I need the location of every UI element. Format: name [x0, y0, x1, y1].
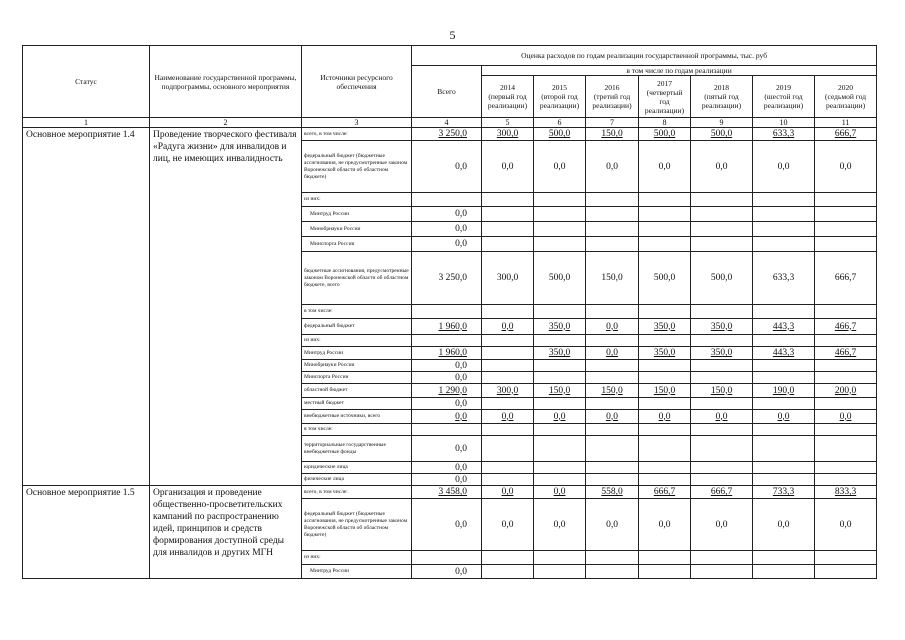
year-value-cell: [691, 398, 753, 410]
year-value-cell: [482, 335, 534, 347]
program-name-cell: Проведение творческого фестиваля «Радуга жизни» для инвалидов и лиц, не имеющих инвалидность: [150, 128, 302, 486]
year-value-cell: [482, 360, 534, 372]
year-value-cell: 0,0: [753, 141, 815, 193]
year-value-cell: [753, 193, 815, 207]
year-value-cell: [639, 398, 691, 410]
year-value-cell: 0,0: [753, 499, 815, 551]
year-value-cell: 666,7: [815, 252, 877, 305]
year-value-cell: [753, 372, 815, 384]
total-cell: 1 960,0: [412, 347, 482, 360]
year-value-cell: 0,0: [815, 410, 877, 424]
year-value-cell: 0,0: [534, 499, 586, 551]
year-value-cell: [639, 474, 691, 486]
source-cell: в том числе:: [302, 305, 412, 319]
source-cell: бюджетные ассигнования, предусмотренные законом Воронежской области об областном бюджете, всего: [302, 252, 412, 305]
year-value-cell: [639, 462, 691, 474]
header-year-number: 2016: [604, 83, 620, 92]
year-value-cell: [753, 436, 815, 462]
year-value-cell: [586, 237, 639, 252]
year-value-cell: [815, 335, 877, 347]
source-cell: физические лица: [302, 474, 412, 486]
year-value-cell: 666,7: [639, 486, 691, 499]
year-value-cell: [586, 474, 639, 486]
year-value-cell: [482, 193, 534, 207]
source-cell: юридические лица: [302, 462, 412, 474]
year-value-cell: 0,0: [639, 499, 691, 551]
year-value-cell: [586, 565, 639, 579]
year-value-cell: [639, 193, 691, 207]
year-value-cell: 350,0: [639, 347, 691, 360]
year-value-cell: [815, 436, 877, 462]
column-number: 10: [753, 118, 815, 128]
table-row: [23, 486, 877, 499]
total-cell: 0,0: [412, 398, 482, 410]
column-number: 1: [23, 118, 150, 128]
source-cell: Минтруд России: [302, 565, 412, 579]
year-value-cell: [753, 565, 815, 579]
year-value-cell: 500,0: [691, 252, 753, 305]
year-value-cell: [691, 474, 753, 486]
year-value-cell: 350,0: [691, 347, 753, 360]
year-value-cell: 150,0: [586, 128, 639, 141]
year-value-cell: [534, 372, 586, 384]
source-cell: Минобрнауки России: [302, 222, 412, 237]
total-cell: 1 960,0: [412, 319, 482, 335]
total-cell: 0,0: [412, 207, 482, 222]
total-cell: 0,0: [412, 462, 482, 474]
column-number: 4: [412, 118, 482, 128]
expenditure-table: [22, 45, 877, 579]
total-cell: [412, 551, 482, 565]
header-program-name: Наименование государственной программы, подпрограммы, основного мероприятия: [150, 46, 302, 118]
year-value-cell: [586, 398, 639, 410]
year-value-cell: [482, 305, 534, 319]
total-cell: 3 250,0: [412, 252, 482, 305]
year-value-cell: [534, 305, 586, 319]
year-value-cell: 350,0: [534, 347, 586, 360]
column-number: 3: [302, 118, 412, 128]
year-value-cell: 0,0: [639, 141, 691, 193]
year-value-cell: [586, 360, 639, 372]
year-value-cell: 500,0: [534, 128, 586, 141]
header-year-number: 2020: [838, 83, 854, 92]
year-value-cell: [482, 222, 534, 237]
year-value-cell: [639, 222, 691, 237]
year-value-cell: 190,0: [753, 384, 815, 398]
year-value-cell: [534, 222, 586, 237]
year-value-cell: 500,0: [639, 128, 691, 141]
header-by-years: в том числе по годам реализации: [482, 66, 877, 76]
year-value-cell: [815, 207, 877, 222]
source-cell: федеральный бюджет (бюджетные ассигнования, не предусмотренные законом Воронежской области об областном бюджете): [302, 141, 412, 193]
year-value-cell: [639, 207, 691, 222]
year-value-cell: [753, 222, 815, 237]
source-cell: всего, в том числе:: [302, 486, 412, 499]
year-value-cell: 0,0: [586, 319, 639, 335]
year-value-cell: [482, 462, 534, 474]
year-value-cell: [482, 424, 534, 436]
total-cell: 1 290,0: [412, 384, 482, 398]
year-value-cell: 150,0: [586, 384, 639, 398]
year-value-cell: 0,0: [534, 410, 586, 424]
year-value-cell: [815, 565, 877, 579]
year-value-cell: 150,0: [639, 384, 691, 398]
year-value-cell: [482, 436, 534, 462]
total-cell: 0,0: [412, 474, 482, 486]
year-value-cell: [534, 565, 586, 579]
source-cell: федеральный бюджет: [302, 319, 412, 335]
total-cell: 3 458,0: [412, 486, 482, 499]
year-value-cell: [586, 207, 639, 222]
year-value-cell: [639, 551, 691, 565]
program-name-cell: Организация и проведение общественно-просветительских кампаний по распространению идей, принципов и средств формирования доступной среды для инвалидов и других МГН: [150, 486, 302, 579]
total-cell: [412, 305, 482, 319]
year-value-cell: [753, 474, 815, 486]
header-year-label: (пятый год реализации): [701, 92, 742, 110]
year-value-cell: 466,7: [815, 319, 877, 335]
year-value-cell: [586, 436, 639, 462]
header-year-label: (шестой год реализации): [763, 92, 804, 110]
year-value-cell: [815, 474, 877, 486]
header-status: Статус: [23, 46, 150, 118]
year-value-cell: [691, 565, 753, 579]
source-cell: Минтруд России: [302, 207, 412, 222]
year-value-cell: 0,0: [691, 141, 753, 193]
total-cell: 0,0: [412, 436, 482, 462]
year-value-cell: [753, 360, 815, 372]
header-year-2014: [482, 76, 534, 118]
year-value-cell: 733,3: [753, 486, 815, 499]
column-number: 7: [586, 118, 639, 128]
year-value-cell: 300,0: [482, 384, 534, 398]
year-value-cell: [586, 222, 639, 237]
source-cell: всего, в том числе:: [302, 128, 412, 141]
year-value-cell: [691, 193, 753, 207]
year-value-cell: [753, 424, 815, 436]
year-value-cell: [586, 551, 639, 565]
year-value-cell: [534, 462, 586, 474]
total-cell: 0,0: [412, 141, 482, 193]
year-value-cell: 833,3: [815, 486, 877, 499]
year-value-cell: [586, 193, 639, 207]
year-value-cell: [815, 305, 877, 319]
year-value-cell: 150,0: [691, 384, 753, 398]
total-cell: [412, 335, 482, 347]
year-value-cell: [639, 436, 691, 462]
year-value-cell: [691, 360, 753, 372]
year-value-cell: [815, 222, 877, 237]
year-value-cell: 350,0: [534, 319, 586, 335]
year-value-cell: [482, 347, 534, 360]
column-number: 8: [639, 118, 691, 128]
year-value-cell: [534, 193, 586, 207]
year-value-cell: 0,0: [753, 410, 815, 424]
year-value-cell: [753, 398, 815, 410]
column-number: 2: [150, 118, 302, 128]
year-value-cell: [815, 193, 877, 207]
year-value-cell: [482, 372, 534, 384]
total-cell: 0,0: [412, 565, 482, 579]
year-value-cell: [482, 398, 534, 410]
year-value-cell: [691, 372, 753, 384]
year-value-cell: [482, 551, 534, 565]
year-value-cell: 0,0: [639, 410, 691, 424]
year-value-cell: [753, 551, 815, 565]
column-number: 11: [815, 118, 877, 128]
year-value-cell: 300,0: [482, 252, 534, 305]
status-cell: Основное мероприятие 1.5: [23, 486, 150, 579]
year-value-cell: 0,0: [586, 347, 639, 360]
source-cell: Минтруд России: [302, 347, 412, 360]
table-row: [23, 128, 877, 141]
header-year-label: (четвертый год реализации): [644, 87, 685, 115]
year-value-cell: [534, 474, 586, 486]
header-year-2020: [815, 76, 877, 118]
year-value-cell: [534, 551, 586, 565]
source-cell: областной бюджет: [302, 384, 412, 398]
year-value-cell: 666,7: [691, 486, 753, 499]
year-value-cell: [534, 436, 586, 462]
year-value-cell: [691, 222, 753, 237]
year-value-cell: [534, 398, 586, 410]
year-value-cell: [534, 335, 586, 347]
header-year-label: (седьмой год реализации): [825, 92, 867, 110]
total-cell: 3 250,0: [412, 128, 482, 141]
header-year-2016: [586, 76, 639, 118]
year-value-cell: [815, 462, 877, 474]
year-value-cell: [815, 360, 877, 372]
header-year-number: 2018: [714, 83, 729, 92]
header-year-number: 2017: [657, 78, 672, 88]
year-value-cell: 0,0: [534, 486, 586, 499]
page-number: 5: [449, 28, 456, 42]
year-value-cell: [482, 237, 534, 252]
year-value-cell: [815, 551, 877, 565]
header-year-2018: [691, 76, 753, 118]
source-cell: Минобрнауки России: [302, 360, 412, 372]
year-value-cell: [586, 305, 639, 319]
header-year-number: 2015: [552, 83, 567, 92]
column-number: 6: [534, 118, 586, 128]
year-value-cell: 200,0: [815, 384, 877, 398]
year-value-cell: 0,0: [482, 410, 534, 424]
year-value-cell: 0,0: [815, 499, 877, 551]
total-cell: 0,0: [412, 499, 482, 551]
source-cell: территориальные государственные внебюджетные фонды: [302, 436, 412, 462]
header-estimate: Оценка расходов по годам реализации государственной программы, тыс. руб: [412, 46, 877, 66]
year-value-cell: 300,0: [482, 128, 534, 141]
source-cell: внебюджетные источники, всего: [302, 410, 412, 424]
year-value-cell: [691, 462, 753, 474]
year-value-cell: 0,0: [482, 486, 534, 499]
year-value-cell: [534, 237, 586, 252]
year-value-cell: [815, 372, 877, 384]
year-value-cell: [639, 372, 691, 384]
header-total: Всего: [412, 66, 482, 118]
header-year-2015: [534, 76, 586, 118]
year-value-cell: [482, 565, 534, 579]
year-value-cell: 633,3: [753, 128, 815, 141]
year-value-cell: 0,0: [482, 141, 534, 193]
year-value-cell: [691, 237, 753, 252]
year-value-cell: [639, 565, 691, 579]
year-value-cell: 0,0: [534, 141, 586, 193]
header-year-label: (первый год реализации): [487, 92, 528, 110]
header-year-2019: [753, 76, 815, 118]
year-value-cell: [691, 335, 753, 347]
year-value-cell: [753, 462, 815, 474]
year-value-cell: 0,0: [586, 141, 639, 193]
year-value-cell: [639, 335, 691, 347]
year-value-cell: 0,0: [586, 410, 639, 424]
header-year-label: (третий год реализации): [592, 92, 632, 110]
year-value-cell: 466,7: [815, 347, 877, 360]
total-cell: 0,0: [412, 237, 482, 252]
year-value-cell: [586, 424, 639, 436]
column-number: 9: [691, 118, 753, 128]
year-value-cell: 500,0: [639, 252, 691, 305]
year-value-cell: 350,0: [639, 319, 691, 335]
source-cell: Минспорта России: [302, 372, 412, 384]
source-cell: Минспорта России: [302, 237, 412, 252]
total-cell: [412, 193, 482, 207]
year-value-cell: 443,3: [753, 319, 815, 335]
year-value-cell: [815, 424, 877, 436]
year-value-cell: 350,0: [691, 319, 753, 335]
source-cell: федеральный бюджет (бюджетные ассигнования, не предусмотренные законом Воронежской области об областном бюджете): [302, 499, 412, 551]
year-value-cell: [586, 462, 639, 474]
year-value-cell: [815, 237, 877, 252]
year-value-cell: 150,0: [534, 384, 586, 398]
year-value-cell: [639, 360, 691, 372]
year-value-cell: 0,0: [691, 499, 753, 551]
year-value-cell: [534, 207, 586, 222]
source-cell: в том числе:: [302, 424, 412, 436]
year-value-cell: 0,0: [815, 141, 877, 193]
year-value-cell: [534, 424, 586, 436]
header-year-number: 2019: [776, 83, 791, 92]
year-value-cell: [691, 305, 753, 319]
source-cell: местный бюджет: [302, 398, 412, 410]
status-cell: Основное мероприятие 1.4: [23, 128, 150, 486]
year-value-cell: 0,0: [586, 499, 639, 551]
total-cell: 0,0: [412, 372, 482, 384]
year-value-cell: [691, 551, 753, 565]
year-value-cell: [753, 237, 815, 252]
header-year-2017: [639, 76, 691, 118]
header-sources: Источники ресурсного обеспечения: [302, 46, 412, 118]
total-cell: 0,0: [412, 410, 482, 424]
year-value-cell: [815, 398, 877, 410]
total-cell: 0,0: [412, 222, 482, 237]
year-value-cell: [753, 207, 815, 222]
total-cell: [412, 424, 482, 436]
header-year-label: (второй год реализации): [539, 92, 580, 110]
year-value-cell: 0,0: [482, 499, 534, 551]
source-cell: из них:: [302, 551, 412, 565]
year-value-cell: 443,3: [753, 347, 815, 360]
year-value-cell: [691, 424, 753, 436]
year-value-cell: [586, 335, 639, 347]
header-year-number: 2014: [500, 83, 515, 92]
source-cell: из них:: [302, 335, 412, 347]
year-value-cell: [753, 335, 815, 347]
year-value-cell: 558,0: [586, 486, 639, 499]
year-value-cell: [639, 237, 691, 252]
year-value-cell: 150,0: [586, 252, 639, 305]
year-value-cell: 666,7: [815, 128, 877, 141]
year-value-cell: 0,0: [691, 410, 753, 424]
year-value-cell: [753, 305, 815, 319]
source-cell: из них:: [302, 193, 412, 207]
year-value-cell: [691, 436, 753, 462]
year-value-cell: [534, 360, 586, 372]
total-cell: 0,0: [412, 360, 482, 372]
year-value-cell: 0,0: [482, 319, 534, 335]
year-value-cell: 633,3: [753, 252, 815, 305]
column-number: 5: [482, 118, 534, 128]
year-value-cell: [482, 474, 534, 486]
year-value-cell: [586, 372, 639, 384]
year-value-cell: 500,0: [691, 128, 753, 141]
year-value-cell: [639, 305, 691, 319]
year-value-cell: 500,0: [534, 252, 586, 305]
year-value-cell: [639, 424, 691, 436]
year-value-cell: [691, 207, 753, 222]
year-value-cell: [482, 207, 534, 222]
